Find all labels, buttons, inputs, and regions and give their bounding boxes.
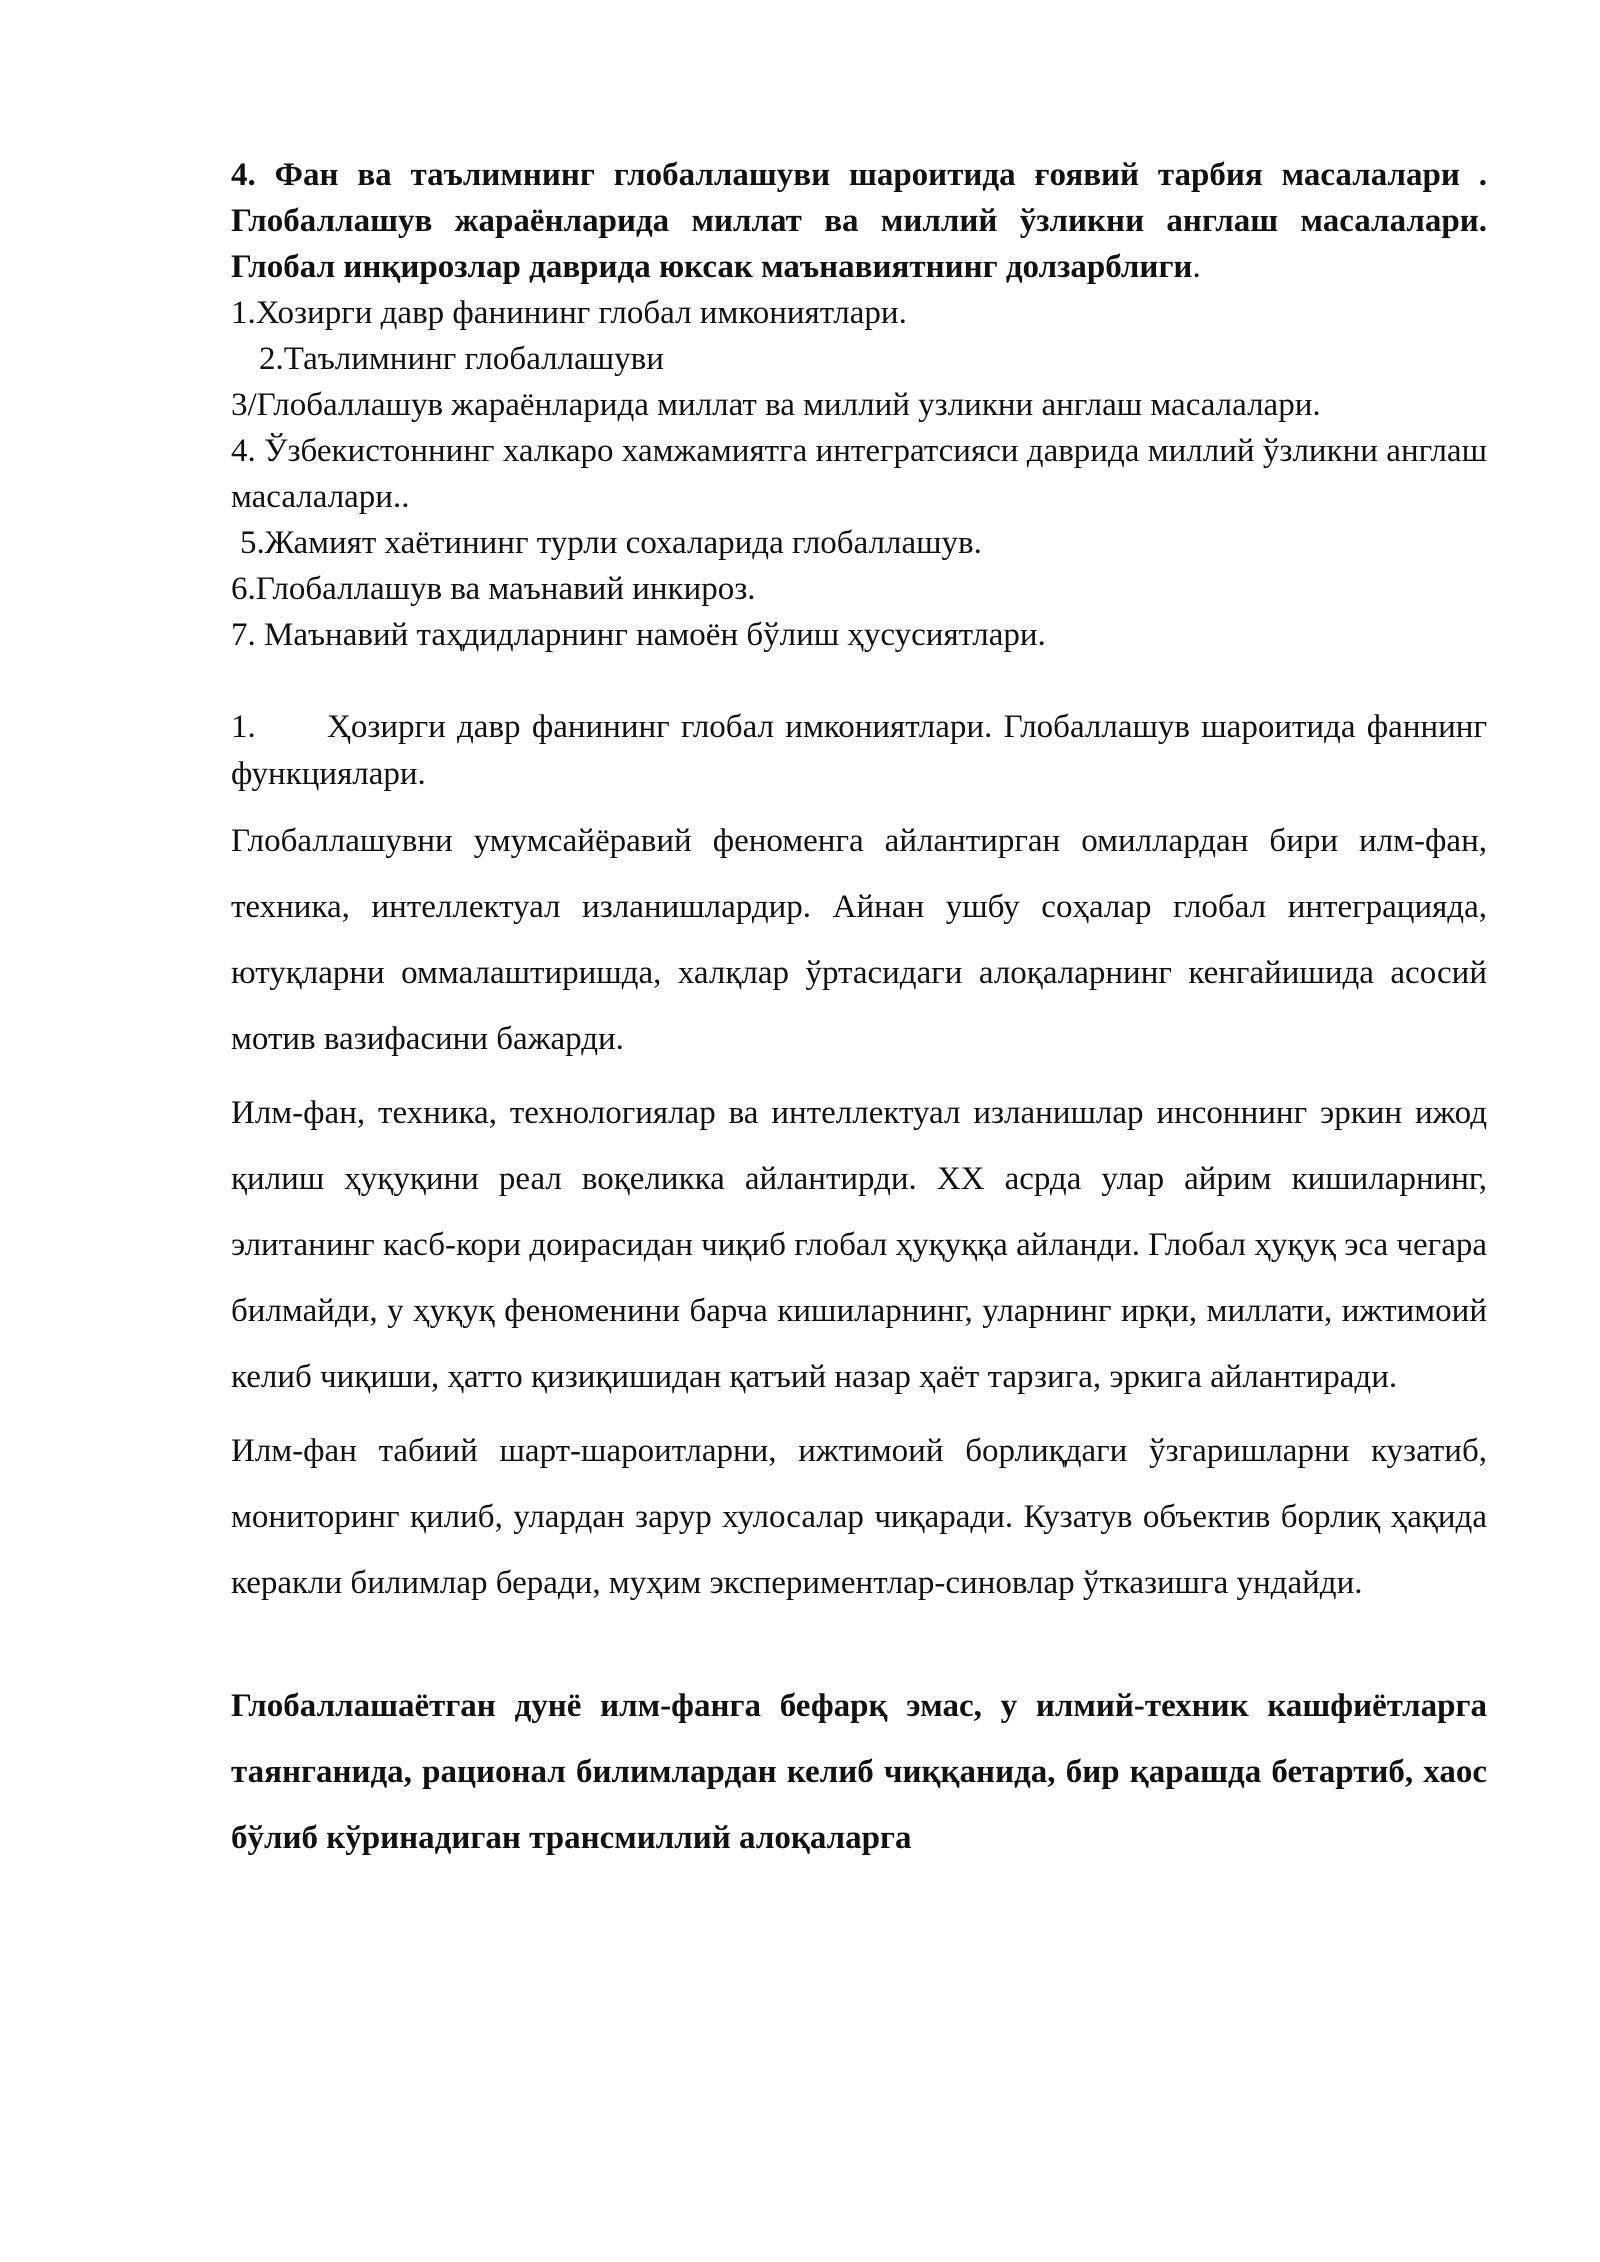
heading-bold-text: 4. Фан ва таълимнинг глобаллашуви шароитида ғоявий тарбия масалалари . Глобаллашув жараёнларида миллат ва миллий ўзликни англаш масалалари. Глобал инқирозлар даврида юксак маънавиятнинг долзарблиги <box>231 157 1487 285</box>
outline-item: 4. Ўзбекистоннинг халкаро хамжамиятга интегратсияси даврида миллий ўзликни англаш масалалари.. <box>231 433 1487 515</box>
document-page <box>231 152 1487 1871</box>
outline-item: 1.Хозирги давр фанининг глобал имкониятлари. <box>231 295 907 331</box>
heading-tail: . <box>1192 249 1201 285</box>
outline-item: 7. Маънавий таҳдидларнинг намоён бўлиш ҳусусиятлари. <box>231 617 1046 653</box>
outline-item: 5.Жамият хаётининг турли сохаларида глобаллашув. <box>240 525 982 561</box>
section-title-text: Ҳозирги давр фанининг глобал имкониятлари. Глобаллашув шароитида фаннинг функциялари. <box>231 709 1487 792</box>
outline-item: 3/Глобаллашув жараёнларида миллат ва миллий узликни англаш масалалари. <box>231 387 1321 423</box>
outline-item: 2.Таълимнинг глобаллашуви <box>259 341 664 377</box>
bold-paragraph: Глобаллашаётган дунё илм-фанга бефарқ эмас, у илмий-техник кашфиётларга таянганида, рационал билимлардан келиб чиққанида, бир қарашда бетартиб, хаос бўлиб кўринадиган трансмиллий алоқаларга <box>231 1688 1487 1856</box>
document-heading <box>231 152 1487 290</box>
body-paragraph: Илм-фан табиий шарт-шароитларни, ижтимоий борлиқдаги ўзгаришларни кузатиб, мониторинг қилиб, улардан зарур хулосалар чиқаради. Кузатув объектив борлиқ ҳақида керакли билимлар беради, муҳим экспериментлар-синовлар ўтказишга ундайди. <box>231 1433 1487 1601</box>
outline-list <box>231 290 1487 658</box>
body-paragraph: Глобаллашувни умумсайёравий феноменга айлантирган омиллардан бири илм-фан, техника, интеллектуал изланишлардир. Айнан ушбу соҳалар глобал интеграцияда, ютуқларни оммалаштиришда, халқлар ўртасидаги алоқаларнинг кенгайишида асосий мотив вазифасини бажарди. <box>231 823 1487 1057</box>
body-paragraph: Илм-фан, техника, технологиялар ва интеллектуал изланишлар инсоннинг эркин ижод қилиш ҳуқуқини реал воқеликка айлантирди. XX асрда улар айрим кишиларнинг, элитанинг касб-кори доирасидан чиқиб глобал ҳуқуққа айланди. Глобал ҳуқуқ эса чегара билмайди, у ҳуқуқ феноменини барча кишиларнинг, уларнинг ирқи, миллати, ижтимоий келиб чиқиши, ҳатто қизиқишидан қатъий назар ҳаёт тарзига, эркига айлантиради. <box>231 1095 1487 1395</box>
section-title <box>231 704 1487 798</box>
section-number: 1. <box>231 709 256 745</box>
outline-item: 6.Глобаллашув ва маънавий инкироз. <box>231 571 756 607</box>
